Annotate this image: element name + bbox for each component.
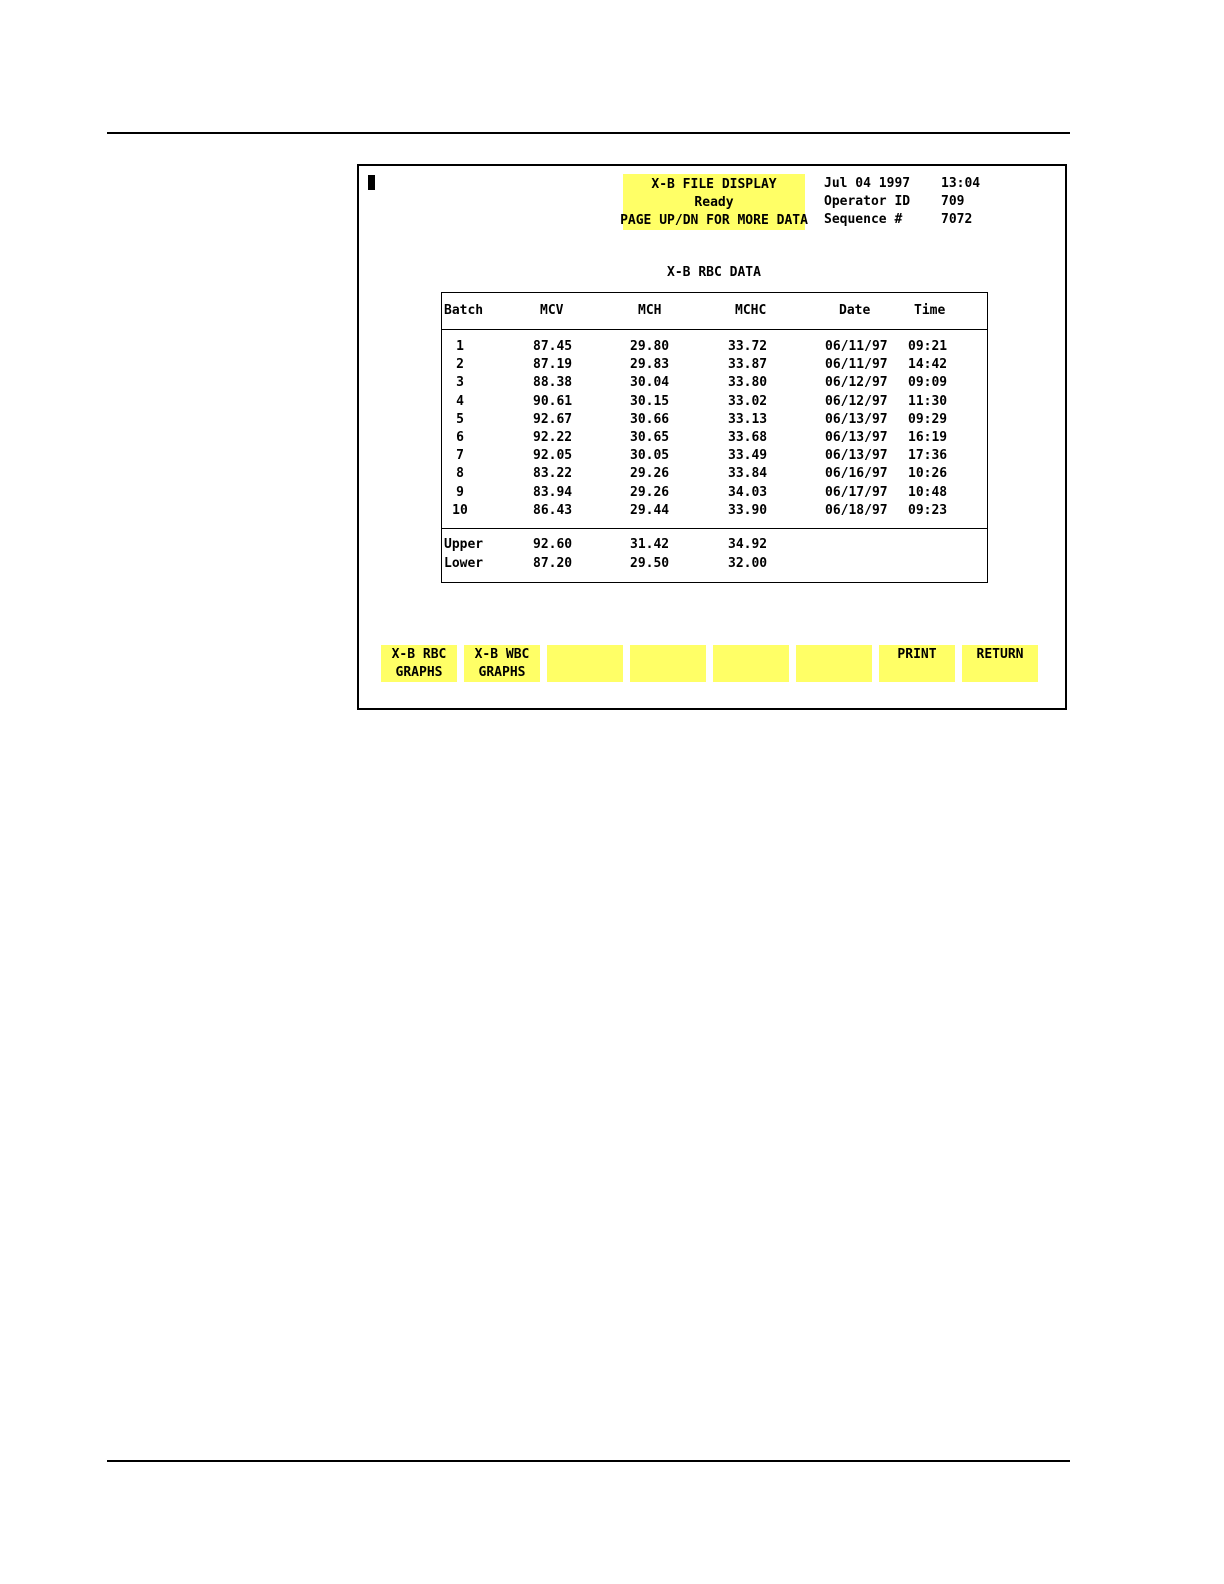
print-button[interactable] — [879, 645, 955, 682]
fkey-label-line1: X-B RBC — [391, 647, 447, 662]
cell-time: 16:19 — [908, 429, 948, 445]
cell-date: 06/17/97 — [825, 484, 888, 500]
table-row — [442, 465, 987, 483]
header-mchc: MCHC — [735, 303, 767, 318]
cell-mchc: 33.87 — [728, 357, 768, 373]
cell-time: 09:23 — [908, 502, 948, 518]
header-mch: MCH — [638, 303, 662, 318]
function-key-5-blank[interactable] — [713, 645, 789, 682]
cell-mcv: 83.22 — [533, 466, 573, 482]
function-key-6-blank[interactable] — [796, 645, 872, 682]
fkey-label-line1: X-B WBC — [474, 647, 530, 662]
sequence-value: 7072 — [941, 212, 973, 227]
header-batch: Batch — [444, 303, 484, 318]
cell-mchc: 33.90 — [728, 502, 768, 518]
limit-mch: 29.50 — [630, 555, 670, 571]
current-time: 13:04 — [941, 176, 981, 191]
fkey-label-line2 — [962, 664, 1038, 682]
cell-time: 11:30 — [908, 393, 948, 409]
screen-title: X-B FILE DISPLAY — [651, 177, 777, 192]
table-row — [442, 484, 987, 502]
cell-time: 17:36 — [908, 448, 948, 464]
cell-date: 06/11/97 — [825, 339, 888, 354]
cell-mcv: 83.94 — [533, 484, 573, 500]
cell-mchc: 33.02 — [728, 393, 768, 409]
cell-time: 10:26 — [908, 466, 948, 482]
cell-mch: 29.26 — [630, 484, 670, 500]
xb-rbc-graphs-button[interactable] — [381, 645, 457, 682]
cell-date: 06/12/97 — [825, 393, 888, 409]
function-key-3-blank[interactable] — [547, 645, 623, 682]
cell-mcv: 86.43 — [533, 502, 573, 518]
fkey-label-line2 — [630, 664, 706, 682]
cell-mchc: 33.72 — [728, 339, 768, 354]
fkey-label-line2 — [547, 664, 623, 682]
cell-mchc: 33.68 — [728, 429, 768, 445]
cell-batch: 10 — [452, 502, 468, 518]
fkey-label-line2 — [796, 664, 872, 682]
cell-date: 06/13/97 — [825, 411, 888, 427]
cell-mchc: 33.80 — [728, 375, 768, 391]
page-top-rule — [107, 132, 1070, 134]
table-row — [442, 393, 987, 411]
cell-mcv: 87.19 — [533, 357, 573, 373]
table-row — [442, 411, 987, 429]
function-key-4-blank[interactable] — [630, 645, 706, 682]
limit-row-upper — [442, 536, 987, 555]
paging-hint: PAGE UP/DN FOR MORE DATA — [620, 213, 808, 228]
cell-batch: 9 — [456, 484, 464, 500]
cell-batch: 3 — [456, 375, 464, 391]
status-text: Ready — [694, 195, 734, 210]
return-button[interactable] — [962, 645, 1038, 682]
cell-time: 09:09 — [908, 375, 948, 391]
limits-section — [442, 536, 987, 573]
fkey-label-line1: PRINT — [897, 647, 937, 662]
cell-date: 06/18/97 — [825, 502, 888, 518]
cell-mch: 30.05 — [630, 448, 670, 464]
fkey-label-line1 — [796, 646, 872, 664]
limit-mch: 31.42 — [630, 537, 670, 552]
cell-date: 06/13/97 — [825, 448, 888, 464]
cell-mcv: 87.45 — [533, 339, 573, 354]
cell-mcv: 92.05 — [533, 448, 573, 464]
table-row — [442, 429, 987, 447]
fkey-label-line2 — [713, 664, 789, 682]
cell-mch: 30.04 — [630, 375, 670, 391]
limit-label: Upper — [444, 537, 484, 552]
table-row — [442, 447, 987, 465]
cell-batch: 6 — [456, 429, 464, 445]
cell-date: 06/12/97 — [825, 375, 888, 391]
cell-batch: 8 — [456, 466, 464, 482]
header-time: Time — [914, 303, 946, 318]
table-row — [442, 356, 987, 374]
cell-date: 06/13/97 — [825, 429, 888, 445]
cell-time: 10:48 — [908, 484, 948, 500]
fkey-label-line1: RETURN — [976, 647, 1024, 662]
cell-time: 09:29 — [908, 411, 948, 427]
fkey-label-line1 — [547, 646, 623, 664]
cell-mch: 30.65 — [630, 429, 670, 445]
cell-mch: 30.66 — [630, 411, 670, 427]
cell-mch: 29.44 — [630, 502, 670, 518]
function-key-bar — [381, 645, 1038, 682]
limit-label: Lower — [444, 555, 484, 571]
cell-mcv: 92.67 — [533, 411, 573, 427]
table-row — [442, 338, 987, 356]
info-labels — [824, 175, 910, 229]
fkey-label-line1 — [630, 646, 706, 664]
text-cursor — [368, 175, 375, 190]
table-row — [442, 374, 987, 392]
cell-date: 06/11/97 — [825, 357, 888, 373]
cell-batch: 7 — [456, 448, 464, 464]
cell-mcv: 92.22 — [533, 429, 573, 445]
cell-batch: 2 — [456, 357, 464, 373]
info-values — [941, 175, 980, 229]
cell-mchc: 34.03 — [728, 484, 768, 500]
cell-mch: 29.80 — [630, 339, 670, 354]
page-bottom-rule — [107, 1460, 1070, 1462]
fkey-label-line2: GRAPHS — [478, 665, 526, 680]
cell-mchc: 33.13 — [728, 411, 768, 427]
fkey-label-line2 — [879, 664, 955, 682]
limit-mcv: 87.20 — [533, 555, 573, 571]
operator-id-label: Operator ID — [824, 194, 911, 209]
header-date: Date — [839, 303, 871, 318]
cell-mcv: 88.38 — [533, 375, 573, 391]
xb-wbc-graphs-button[interactable] — [464, 645, 540, 682]
cell-date: 06/16/97 — [825, 466, 888, 482]
cell-batch: 5 — [456, 411, 464, 427]
limit-row-lower — [442, 555, 987, 574]
header-mcv: MCV — [540, 303, 564, 318]
cell-mch: 29.26 — [630, 466, 670, 482]
table-title: X-B RBC DATA — [667, 265, 761, 280]
cell-mcv: 90.61 — [533, 393, 573, 409]
cell-mchc: 33.84 — [728, 466, 768, 482]
fkey-label-line1 — [713, 646, 789, 664]
cell-time: 09:21 — [908, 339, 948, 354]
table-row — [442, 502, 987, 520]
limit-mchc: 32.00 — [728, 555, 768, 571]
status-box — [620, 174, 808, 230]
cell-mch: 29.83 — [630, 357, 670, 373]
operator-id-value: 709 — [941, 194, 965, 209]
current-date: Jul 04 1997 — [824, 176, 911, 191]
cell-batch: 4 — [456, 393, 464, 409]
cell-mchc: 33.49 — [728, 448, 768, 464]
xb-file-display-screen — [357, 164, 1067, 710]
rbc-data-table — [441, 292, 988, 583]
cell-batch: 1 — [456, 339, 464, 354]
fkey-label-line2: GRAPHS — [395, 665, 443, 680]
cell-time: 14:42 — [908, 357, 948, 373]
limit-mchc: 34.92 — [728, 537, 768, 552]
table-header-row — [442, 293, 987, 330]
table-body — [442, 338, 987, 529]
cell-mch: 30.15 — [630, 393, 670, 409]
sequence-label: Sequence # — [824, 212, 903, 227]
limit-mcv: 92.60 — [533, 537, 573, 552]
